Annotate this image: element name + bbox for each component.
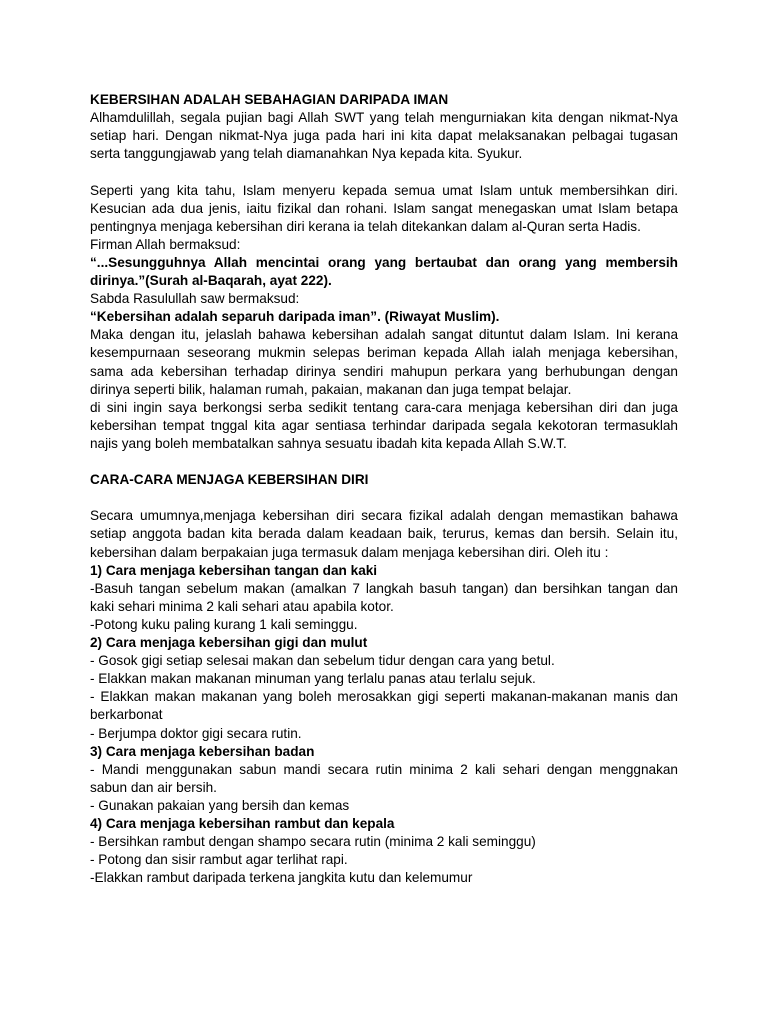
bold-text-line: KEBERSIHAN ADALAH SEBAHAGIAN DARIPADA IMAN [90,92,449,107]
text-line: Firman Allah bermaksud: [90,236,241,252]
text-line: - Gosok gigi setiap selesai makan dan sebelum tidur dengan cara yang betul. [90,653,555,669]
blank-line [90,489,678,507]
bold-text-line: CARA-CARA MENJAGA KEBERSIHAN DIRI [90,472,369,488]
text-line: Seperti yang kita tahu, Islam menyeru kepada semua umat Islam untuk membersihkan diri. [90,182,678,198]
text-line: - Bersihkan rambut dengan shampo secara rutin (minima 2 kali seminggu) [90,834,536,850]
bold-text-line: dirinya.”(Surah al-Baqarah, ayat 222). [90,273,332,288]
text-line: kesempurnaan seseorang mukmin selepas beriman kepada Allah ialah menjaga kebersihan, [90,345,678,361]
text-line: - Mandi menggunakan sabun mandi secara rutin minima 2 kali sehari dengan menggnakan [90,761,678,777]
text-line: -Basuh tangan sebelum makan (amalkan 7 langkah basuh tangan) dan bersihkan tangan dan [90,580,678,596]
text-line: kaki sehari minima 2 kali sehari atau apabila kotor. [90,598,394,614]
text-line: kebersihan dalam berpakaian juga termasuk dalam menjaga kebersihan diri. Oleh itu : [90,544,609,560]
blank-line [90,453,678,471]
text-line: - Potong dan sisir rambut agar terlihat rapi. [90,852,348,868]
text-line: setiap hari. Dengan nikmat-Nya juga pada hari ini kita dapat melaksanakan pelbagai tugasan [90,128,678,144]
text-line: setiap anggota badan kita berada dalam keadaan baik, terurus, kemas dan bersih. Selain itu, [90,526,678,542]
bold-text-line: 2) Cara menjaga kebersihan gigi dan mulut [90,635,368,650]
text-line: Kesucian ada dua jenis, iaitu fizikal dan rohani. Islam sangat menegaskan umat Islam betapa [90,200,678,216]
text-line: serta tanggungjawab yang telah diamanahkan Nya kepada kita. Syukur. [90,146,523,162]
text-line: -Elakkan rambut daripada terkena jangkita kutu dan kelemumur [90,870,473,886]
text-line: - Berjumpa doktor gigi secara rutin. [90,725,302,741]
text-line: berkarbonat [90,707,163,723]
text-line: najis yang boleh membatalkan sahnya sesuatu ibadah kita kepada Allah S.W.T. [90,435,567,451]
text-line: - Elakkan makan makanan minuman yang terlalu panas atau terlalu sejuk. [90,671,536,687]
bold-text-line: “...Sesungguhnya Allah mencintai orang yang bertaubat dan orang yang membersih [90,254,678,270]
text-line: - Gunakan pakaian yang bersih dan kemas [90,797,350,813]
text-line: Maka dengan itu, jelaslah bahawa kebersihan adalah sangat dituntut dalam Islam. Ini kerana [90,327,678,343]
text-line: Secara umumnya,menjaga kebersihan diri secara fizikal adalah dengan memastikan bahawa [90,508,678,524]
text-line: pentingnya menjaga kebersihan diri kerana ia telah ditekankan dalam al-Quran serta Hadis. [90,218,641,234]
text-line: kebersihan tempat tnggal kita agar sentiasa terhindar daripada segala kekotoran termasuklah [90,417,678,433]
text-line: di sini ingin saya berkongsi serba sedikit tentang cara-cara menjaga kebersihan diri dan juga [90,399,678,415]
blank-line [90,163,678,181]
bold-text-line: “Kebersihan adalah separuh daripada iman”. (Riwayat Muslim). [90,309,500,325]
text-line: dirinya seperti bilik, halaman rumah, pakaian, makanan dan juga tempat belajar. [90,381,572,397]
text-line: sama ada kebersihan terhadap dirinya sendiri mahupun perkara yang berhubungan dengan [90,363,678,379]
text-line: Alhamdulillah, segala pujian bagi Allah SWT yang telah mengurniakan kita dengan nikmat-Nya [90,110,678,126]
text-line: sabun dan air bersih. [90,779,217,795]
text-line: Sabda Rasulullah saw bermaksud: [90,291,300,307]
text-line: -Potong kuku paling kurang 1 kali seminggu. [90,616,358,632]
bold-text-line: 1) Cara menjaga kebersihan tangan dan kaki [90,562,378,578]
text-line: - Elakkan makan makanan yang boleh merosakkan gigi seperti makanan-makanan manis dan [90,689,678,705]
bold-text-line: 4) Cara menjaga kebersihan rambut dan kepala [90,816,395,831]
bold-text-line: 3) Cara menjaga kebersihan badan [90,743,315,759]
